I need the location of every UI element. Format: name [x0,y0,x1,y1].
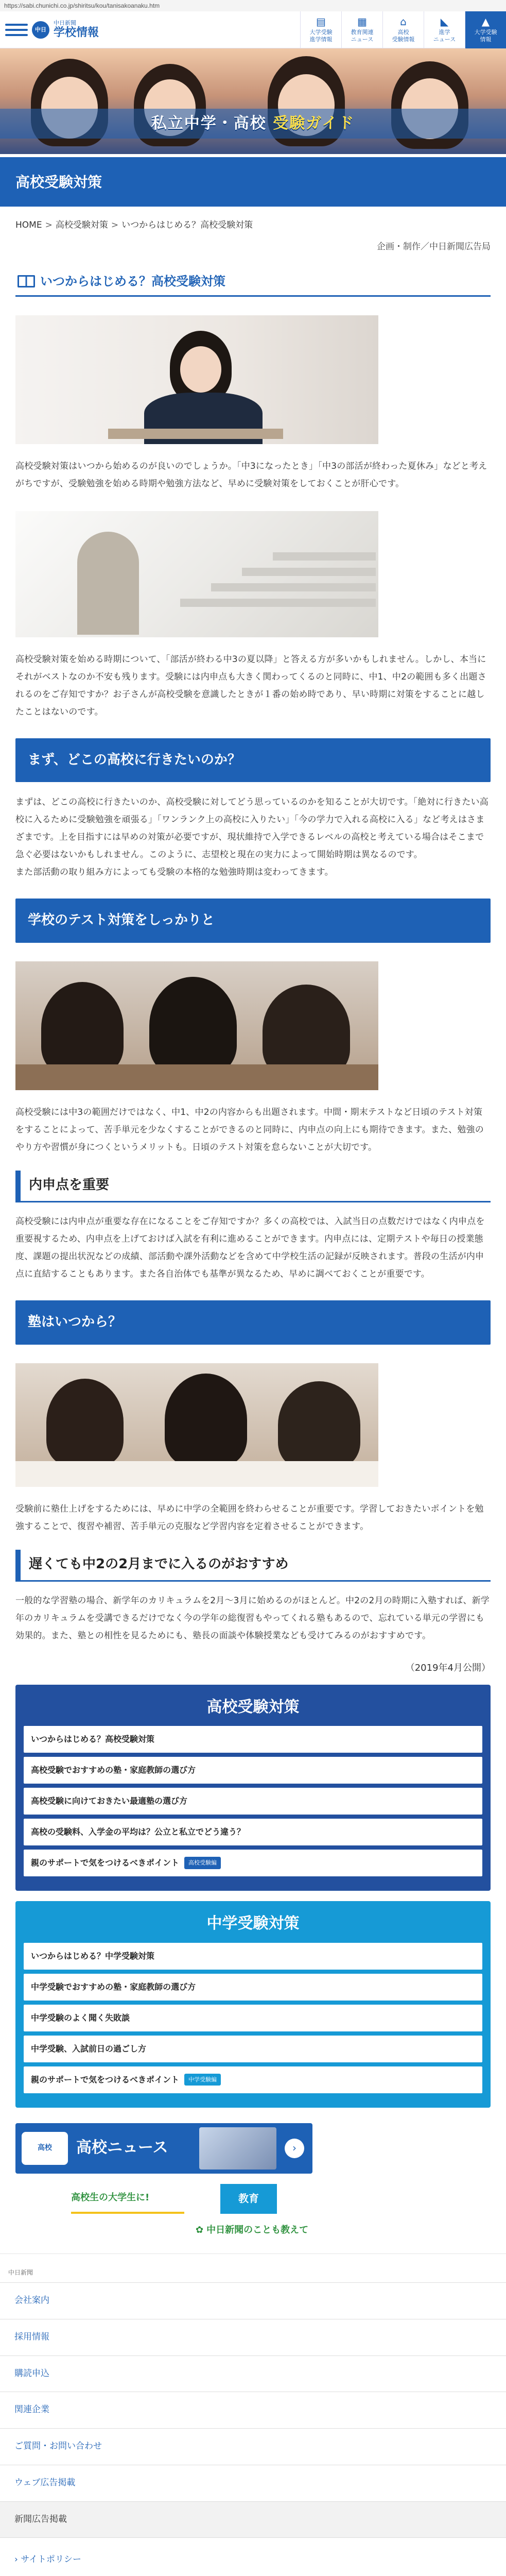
hero-title: 私立中学・高校 受験ガイド [151,114,355,132]
partner-logo-education[interactable]: 教育 [220,2184,277,2214]
student-studying-photo [15,315,378,444]
site-logo[interactable] [32,20,99,40]
menu-link[interactable]: 高校受験でおすすめの塾・家庭教師の選び方 [24,1757,482,1784]
megaphone-icon: ◣ [440,15,449,28]
menu-link[interactable]: 親のサポートで気をつけるべきポイント 高校受験編 [24,1850,482,1876]
menu-link[interactable]: 高校受験に向けておきたい最適塾の選び方 [24,1788,482,1815]
cap-icon: ▲ [481,15,490,28]
logo-mark: 中日 [32,21,49,39]
footer-label: 中日新聞 [0,2253,506,2282]
breadcrumb-home[interactable]: HOME [15,220,42,230]
footer-sub-link[interactable]: › サイトポリシー [0,2543,506,2576]
article-heading [15,267,491,297]
site-header [0,11,506,48]
sub-heading: 内申点を重要 [15,1171,491,1203]
breadcrumb: HOME > 高校受験対策 > いつからはじめる？高校受験対策 [15,220,253,230]
staircase-photo [15,511,378,637]
article [0,267,506,2239]
high-school-news-banner[interactable] [15,2123,312,2174]
book-icon: ▤ [316,15,326,28]
cram-school-photo [15,1363,378,1487]
nav-news[interactable] [424,11,465,48]
school-icon: ⌂ [400,15,407,28]
menu-link[interactable]: 中学受験のよく聞く失敗談 [24,2005,482,2031]
footer-link[interactable]: 購読申込 [0,2356,506,2393]
news-banner-photo [199,2127,276,2170]
middle-school-menu-title: 中学受験対策 [206,1914,300,1933]
footer-link[interactable]: 会社案内 [0,2283,506,2319]
footer-link[interactable]: 関連企業 [0,2392,506,2429]
menu-link[interactable]: 中学受験でおすすめの塾・家庭教師の選び方 [24,1974,482,2001]
open-book-icon [18,275,35,287]
news-badge: 高校 [22,2132,68,2165]
menu-link[interactable]: いつからはじめる？中学受験対策 [24,1943,482,1970]
footer-link[interactable]: 採用情報 [0,2319,506,2356]
footer-link[interactable]: 新聞広告掲載 [0,2502,506,2538]
menu-link[interactable]: 親のサポートで気をつけるべきポイント 中学受験編 [24,2066,482,2093]
hero-title-band [0,109,506,139]
hero-banner [0,48,506,154]
page-title: 高校受験対策 [0,157,506,207]
footer-link[interactable]: ご質問・お問い合わせ [0,2429,506,2465]
sprout-icon: ✿ [196,2224,204,2235]
arrow-right-icon: › [285,2139,304,2158]
top-nav [300,11,506,48]
menu-tag: 中学受験編 [184,2074,221,2086]
footer-links [0,2282,506,2538]
footer-link[interactable]: ウェブ広告掲載 [0,2465,506,2502]
article-heading-text: いつからはじめる？高校受験対策 [40,274,225,289]
paragraph: 高校受験対策を始める時期について、「部活が終わる中3の夏以降」と答える方が多いかもしれません。しかし、本当にそれがベストなのか不安も残ります。受験には内申点も大きく関わってくるのと同時に、中1、中2の範囲も多く出題されるのをご存知ですか？お子さんが高校受験を意識したときが１番の始め時であり、早い時期に対策をすることに越したことはないのです。 [15,654,486,717]
partner-logos [71,2184,491,2214]
section-band: まず、どこの高校に行きたいのか？ [15,738,491,783]
url-bar: https://sabi.chunichi.co.jp/shiritsu/kou/tanisakoanaku.htm [0,0,506,11]
footer-sub-links [0,2538,506,2576]
nav-label: 進学 ニュース [433,29,456,43]
high-school-menu-title: 高校受験対策 [206,1698,300,1716]
high-school-menu [15,1685,491,1891]
menu-link[interactable]: いつからはじめる？高校受験対策 [24,1726,482,1753]
nav-label: 高校 受験情報 [392,29,415,43]
publish-date: （2019年4月公開） [405,1663,491,1673]
partner-logo-row [196,2222,491,2239]
nav-education-news[interactable] [341,11,382,48]
partner-logo-chunichi[interactable]: ✿ 中日新聞のことも教えて [196,2222,491,2239]
partner-logo-university[interactable]: 高校生の大学生に! [71,2184,184,2214]
nav-university-info[interactable] [465,11,506,48]
menu-link[interactable]: 中学受験、入試前日の過ごし方 [24,2036,482,2062]
paragraph: 一般的な学習塾の場合、新学年のカリキュラムを2月〜3月に始めるのがほとんど。中2の2月の時期に入塾すれば、新学年のカリキュラムを受講できるだけでなく今の学年の総復習もやってくれる塾もあるので、忘れている単元の学習にも効果的。また、塾との相性を見るためにも、塾長の面談や体験授業なども受けてみるのがおすすめです。 [15,1596,490,1641]
paragraph: 高校受験には内申点が重要な存在になることをご存知ですか？多くの高校では、入試当日の点数だけではなく内申点を重要視するため、内申点を上げておけば入試を有利に進めることができます。内申点には、定期テストや毎日の授業態度、課題の提出状況などの成績、部活動や課外活動などを含めて中学校生活の記録が反映されます。普段の生活が内申点に直結することもあります。また各自治体でも基準が異なるため、早めに調べておくことが重要です。 [15,1216,485,1279]
paragraph: 高校受験には中3の範囲だけではなく、中1、中2の内容からも出題されます。中間・期末テストなど日頃のテスト対策をすることによって、苦手単元を少なくすることができるのと同時に、内申点の向上にも期待できます。また、勉強のやり方や習慣が身につくというメリットも。日頃のテスト対策を怠らないことが大切です。 [15,1107,484,1153]
menu-tag: 高校受験編 [184,1857,221,1869]
nav-label: 大学受験 進学情報 [309,29,333,43]
paragraph: 受験前に塾仕上げをするためには、早めに中学の全範囲を終わらせることが重要です。学習しておきたいポイントを勉強することで、復習や補習、苦手単元の克服など学習内容を定着させることができます。 [15,1503,484,1532]
breadcrumb-current: いつからはじめる？高校受験対策 [121,220,253,230]
nav-high-school-exam[interactable] [382,11,424,48]
logo-big-text: 学校情報 [54,26,99,40]
byline: 企画・制作／中日新聞広告局 [377,241,491,252]
section-band: 塾はいつから？ [15,1300,491,1345]
nav-university-exam[interactable] [300,11,341,48]
sub-heading: 遅くても中2の2月までに入るのがおすすめ [15,1550,491,1582]
news-icon: ▦ [357,15,367,28]
middle-school-menu [15,1901,491,2108]
paragraph: まずは、どこの高校に行きたいのか、高校受験に対してどう思っているのかを知ることが大切です。「絶対に行きたい高校に入るために受験勉強を頑張る」「ワンランク上の高校に入りたい」「今の学力で入れる高校に入る」など考えはさまざまです。上を目指すには早めの対策が必要ですが、現状維持で入学できるレベルの高校と考えている場合はそこまで急ぐ必要はないかもしれません。このように、志望校と現在の実力によって開始時期は異なるのです。 また部活動の取り組み方によっても受験の本格的な勉強時期は変わってきます。 [15,797,488,877]
nav-label: 教育関連 ニュース [351,29,374,43]
news-banner-title: 高校ニュース [76,2139,168,2157]
classroom-test-photo [15,961,378,1090]
logo-small-text: 中日新聞 [54,19,76,26]
nav-label: 大学受験 情報 [474,29,497,43]
hamburger-menu-icon[interactable] [5,19,28,41]
section-band: 学校のテスト対策をしっかりと [15,899,491,943]
breadcrumb-high-school[interactable]: 高校受験対策 [55,220,108,230]
menu-link[interactable]: 高校の受験料、入学金の平均は？公立と私立でどう違う？ [24,1819,482,1845]
paragraph: 高校受験対策はいつから始めるのが良いのでしょうか。「中3になったとき」「中3の部活が終わった夏休み」などと考えがちですが、受験勉強を始める時期や勉強方法など、早めに受験対策をしておくことが肝心です。 [15,461,487,489]
